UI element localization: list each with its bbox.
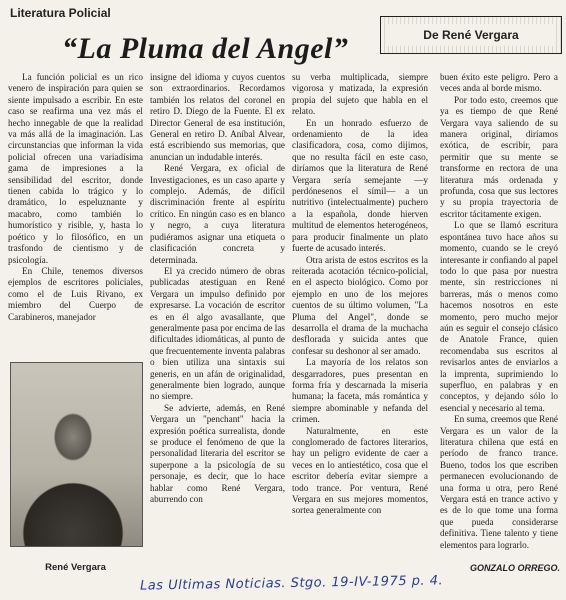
paragraph: El ya crecido número de obras publicadas atestiguan en René Vergara un impulso definido por expresarse. La vocación de escritor es en él algo avasallante, que generalmente pasa por encima de las dificultades idiomáticas, al punto de que frecuentemente inventa palabras o bien utiliza una sintaxis sui generis, en un afán de originalidad, generalmente bien logrado, aunque no siempre. (150, 265, 285, 402)
article-column-2 (150, 72, 285, 505)
paragraph: buen éxito este peligro. Pero a veces anda al borde mismo. (440, 72, 558, 94)
paragraph: En suma, creemos que René Vergara es un valor de la literatura chilena que está en período de franco trance. Bueno, todos los que escriben permanecen evolucionando de una forma u otra, pero René Vergara está en trance activo y es de lo que tome una forma que pueda considerarse definitiva. Tiene talento y tiene elementos para lograrlo. (440, 414, 558, 550)
section-tag: Literatura Policial (10, 6, 111, 20)
paragraph: En Chile, tenemos diversos ejemplos de escritores policiales, como el de Luis Rivano, ex miembro del Cuerpo de Carabineros, manejador (8, 265, 143, 322)
photo-caption: René Vergara (45, 562, 106, 573)
paragraph: En un honrado esfuerzo de ordenamiento de la idea clasificadora, cosa, como dijimos, que no resulta fácil en este caso, diríamos que la literatura de René Vergara sería semejante —y perdónesenos el símil— a un nutritivo (intelectualmente) puchero a la española, donde hierven multitud de elementos heterogéneos, para producir finalmente un plato fuerte de acusado interés. (292, 117, 428, 254)
paragraph: Otra arista de estos escritos es la reiterada acotación técnico-policial, en el aspecto biológico. Como por ejemplo en uno de los mejores cuentos de su último volumen, "La Pluma del Angel", donde se desarrolla el drama de la muchacha desflorada y suicida antes que confesar su deshonor al ser amado. (292, 254, 428, 356)
paragraph: Naturalmente, en este conglomerado de factores literarios, hay un peligro evidente de caer a veces en lo antiestético, cosa que el escritor debería evitar siempre a todo trance. Por ventura, René Vergara en sus mejores momentos, sortea generalmente con (292, 425, 428, 516)
article-column-4 (440, 72, 558, 551)
author-photo (10, 362, 143, 547)
author-signature: GONZALO ORREGO. (470, 563, 560, 573)
paragraph: René Vergara, ex oficial de Investigaciones, es un caso aparte y complejo. Además, de difícil discriminación frente al espíritu crítico. En ningún caso es en blanco y negro, a cuya literatura pudiéramos asignar una etiqueta o clasificación concreta y determinada. (150, 163, 285, 265)
paragraph: Por todo esto, creemos que ya es tiempo de que René Vergara vaya saliendo de su manera original, diríamos exótica, de escribir, para permitir que su mente se transforme en rectora de una literatura más ordenada y profunda, cosa que sus lectores y su propia trayectoria de escritor tácitamente exigen. (440, 94, 558, 219)
handwritten-source-note: Las Ultimas Noticias. Stgo. 19-IV-1975 p. 4. (139, 573, 444, 594)
article-column-3 (292, 72, 428, 517)
paragraph: Lo que se llamó escritura espontánea tuvo hace años su momento, cuando se le creyó interesante ir confiando al papel todo lo que pasa por nuestra mente, sin restricciones ni barreras, más o menos como hacemos nosotros en este momento, pero mucho mejor aún es seguir el consejo clásico de Anatole France, quien recomendaba sus escritos al revisarlos antes de enviarlos a la imprenta, suprimiendo lo superfluo, en palabras y en conceptos, y dejando sólo lo esencial y necesario al tema. (440, 220, 558, 413)
paragraph: insigne del idioma y cuyos cuentos son extraordinarios. Recordamos también los relatos del coronel en retiro D. Diego de la Fuente. El ex Director General de esa institución, General en retiro D. Aníbal Alvear, está escribiendo sus memorias, que anuncian un indudable interés. (150, 72, 285, 162)
paragraph: La función policial es un rico venero de inspiración para quien se siente impulsado a escribir. En este caso se reafirma una vez más el hecho innegable de que la realidad va más allá de la imaginación. Las circunstancias que informan la vida policial ofrecen una variadísima gama de impresiones a la sensibilidad del escritor, donde tienen cabida lo trágico y lo dramático, lo espeluznante y macabro, como también lo humorístico y risible, y, hasta lo poético y lo filosófico, en un trasfondo de cientismo y de psicología. (8, 72, 143, 265)
author-byline: De René Vergara (387, 24, 555, 46)
paragraph: Se advierte, además, en René Vergara un "penchant" hacia la expresión poética surrealista, donde se produce el fenómeno de que la personalidad literaria del escritor se superpone a la psicología de su personaje, es decir, que lo hace hablar como René Vergara, aburrendo con (150, 402, 285, 505)
article-column-1 (8, 72, 143, 323)
article-title: “La Pluma del Angel” (62, 32, 349, 65)
paragraph: su verba multiplicada, siempre vigorosa y matizada, la expresión propia del sujeto que habla en el relato. (292, 72, 428, 117)
author-box (380, 16, 562, 54)
paragraph: La mayoría de los relatos son desgarradores, pues presentan en forma fría y descarnada la miseria humana; la faceta, más romántica y siempre abominable y nefanda del crimen. (292, 357, 428, 425)
